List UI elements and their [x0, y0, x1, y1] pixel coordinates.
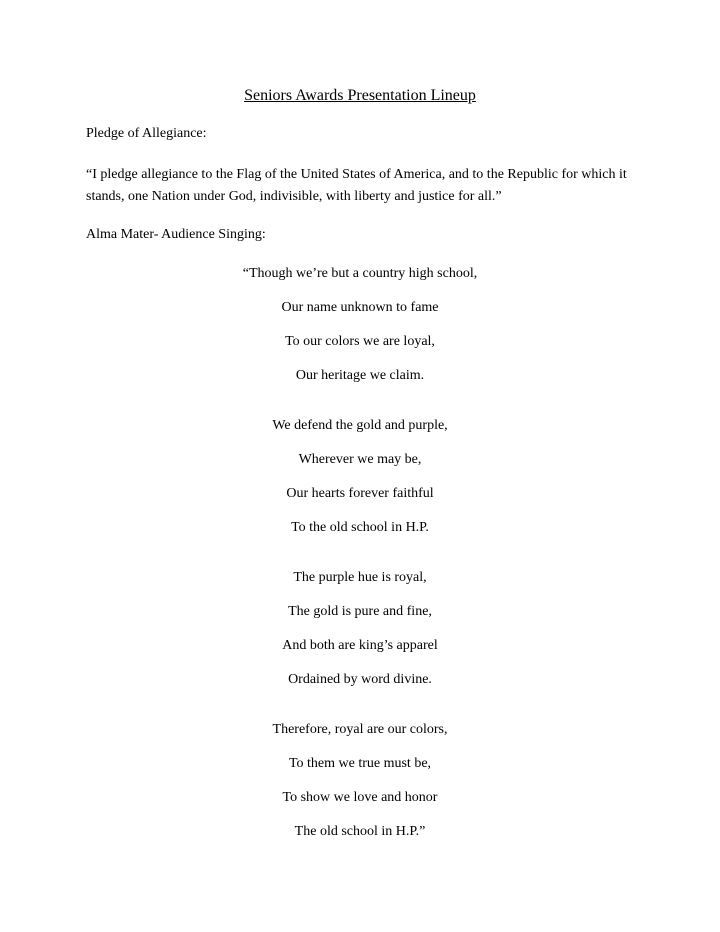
lyric-line: The purple hue is royal, [293, 570, 427, 585]
lyric-line: To the old school in H.P. [291, 520, 429, 535]
lyric-line: Therefore, royal are our colors, [272, 722, 448, 737]
lyric-line: Ordained by word divine. [288, 672, 432, 687]
lyric-line: The old school in H.P.” [294, 824, 426, 839]
lyric-line: Wherever we may be, [298, 452, 422, 467]
lyric-line: We defend the gold and purple, [272, 418, 448, 433]
stanza-2 [0, 409, 720, 545]
stanza-3 [0, 561, 720, 697]
lyric-line: And both are king’s apparel [282, 638, 438, 653]
stanza-4 [0, 713, 720, 849]
lyric-line: “Though we’re but a country high school, [242, 266, 478, 281]
alma-mater-lyrics [0, 257, 720, 865]
alma-mater-label: Alma Mater- Audience Singing: [86, 227, 266, 242]
lyric-line: Our name unknown to fame [281, 300, 439, 315]
page-title: Seniors Awards Presentation Lineup [244, 87, 476, 104]
lyric-line: The gold is pure and fine, [288, 604, 432, 619]
pledge-label: Pledge of Allegiance: [86, 126, 207, 141]
lyric-line: To show we love and honor [282, 790, 438, 805]
lyric-line: Our heritage we claim. [295, 368, 425, 383]
lyric-line: To them we true must be, [288, 756, 432, 771]
pledge-text: “I pledge allegiance to the Flag of the United States of America, and to the Republic for which it stands, one Nation under God, indivisible, with liberty and justice for all.” [86, 167, 627, 204]
lyric-line: To our colors we are loyal, [285, 334, 435, 349]
stanza-1 [0, 257, 720, 393]
lyric-line: Our hearts forever faithful [286, 486, 434, 501]
